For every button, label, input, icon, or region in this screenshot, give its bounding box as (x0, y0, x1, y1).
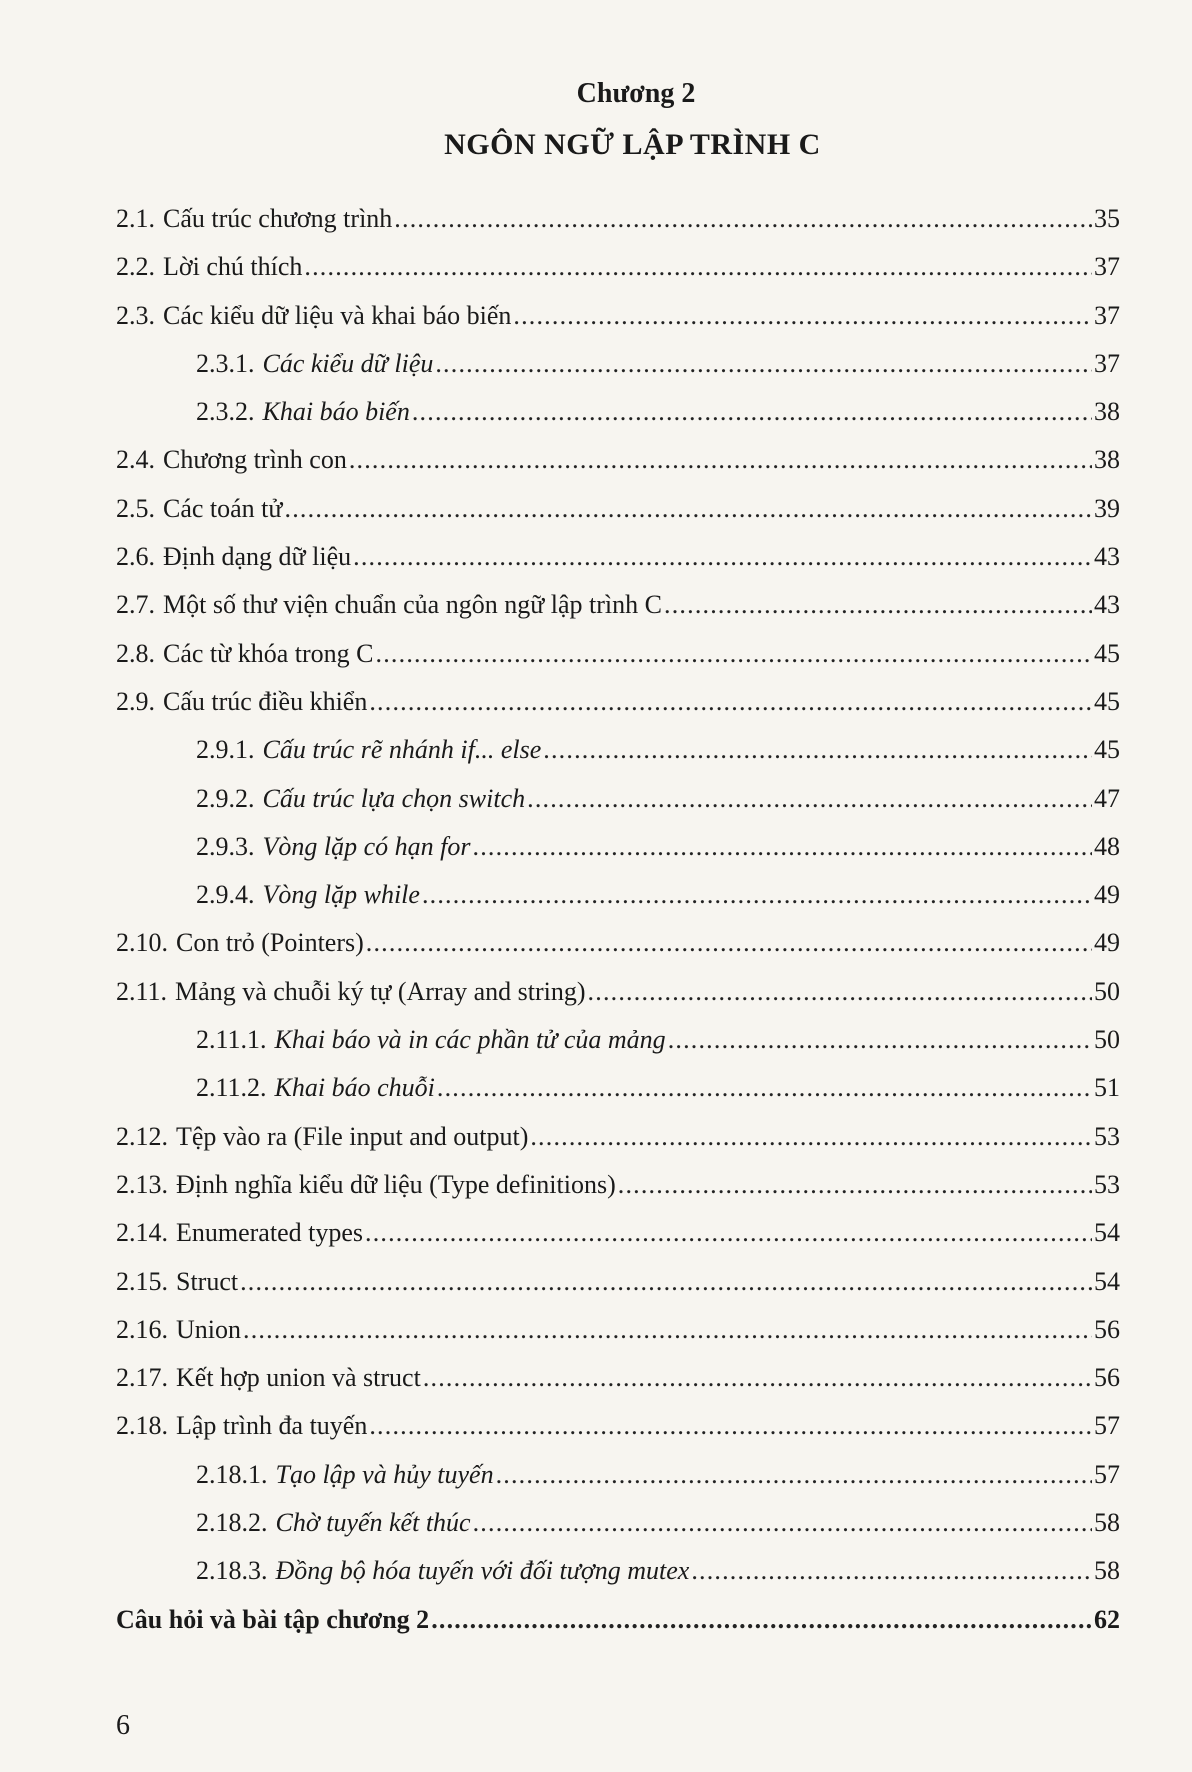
toc-entry-number: 2.11.2. (196, 1073, 267, 1103)
chapter-title: NGÔN NGỮ LẬP TRÌNH C (444, 128, 821, 161)
toc-entry-title: Chương trình con (163, 445, 347, 475)
toc-entry-title: Struct (176, 1266, 239, 1296)
toc-entry (116, 340, 1120, 388)
toc-entry-page: 37 (1094, 348, 1120, 378)
toc-entry-number: 2.15. (116, 1266, 168, 1296)
toc-entry (116, 823, 1120, 871)
toc-entry-page: 51 (1094, 1073, 1120, 1103)
toc-entry (116, 1596, 1120, 1644)
toc-entry (116, 871, 1120, 919)
dot-leader (365, 1209, 1092, 1257)
toc-entry-title: Đồng bộ hóa tuyến với đối tượng mutex (275, 1556, 690, 1586)
dot-leader (349, 436, 1092, 484)
toc-entry-number: 2.12. (116, 1121, 168, 1151)
toc-entry-title: Con trỏ (Pointers) (176, 928, 364, 958)
toc-entry-page: 43 (1094, 542, 1120, 572)
toc-entry-title: Các kiểu dữ liệu và khai báo biến (163, 300, 512, 330)
toc-entry-number: 2.14. (116, 1218, 168, 1248)
dot-leader (422, 871, 1092, 919)
toc-entry-number: 2.4. (116, 445, 155, 475)
toc-entry-page: 54 (1094, 1218, 1120, 1248)
toc-entry-page: 37 (1094, 252, 1120, 282)
dot-leader (664, 581, 1092, 629)
toc-entry-page: 37 (1094, 300, 1120, 330)
toc-entry-page: 57 (1094, 1459, 1120, 1489)
toc-entry-page: 50 (1094, 1025, 1120, 1055)
toc-entry (116, 630, 1120, 678)
dot-leader (437, 1064, 1092, 1112)
toc-entry-page: 62 (1094, 1604, 1120, 1634)
toc-entry (116, 678, 1120, 726)
toc-entry (116, 775, 1120, 823)
toc-entry-title: Cấu trúc rẽ nhánh if... else (262, 735, 542, 765)
toc-entry-title: Kết hợp union và struct (176, 1363, 421, 1393)
toc-entry-title: Khai báo biến (262, 397, 410, 427)
dot-leader (527, 775, 1092, 823)
toc-entry-number: 2.13. (116, 1169, 168, 1199)
toc-entry (116, 195, 1120, 243)
toc-entry-number: 2.18.3. (196, 1556, 268, 1586)
toc-entry (116, 1161, 1120, 1209)
toc-entry-page: 38 (1094, 445, 1120, 475)
chapter-label: Chương 2 (576, 78, 696, 109)
dot-leader (530, 1113, 1092, 1161)
toc-entry-number: 2.6. (116, 542, 155, 572)
toc-entry-number: 2.3. (116, 300, 155, 330)
toc-entry-number: 2.8. (116, 638, 155, 668)
toc-entry (116, 292, 1120, 340)
toc-entry-page: 38 (1094, 397, 1120, 427)
toc-entry-title: Lập trình đa tuyến (176, 1411, 368, 1441)
dot-leader (588, 968, 1092, 1016)
toc-entry-page: 47 (1094, 783, 1120, 813)
toc-entry-number: 2.9.4. (196, 880, 255, 910)
toc-entry-number: 2.9.1. (196, 735, 255, 765)
dot-leader (473, 1499, 1092, 1547)
dot-leader (285, 485, 1092, 533)
toc-entry-page: 53 (1094, 1121, 1120, 1151)
toc-entry (116, 581, 1120, 629)
toc-entry (116, 919, 1120, 967)
toc-entry-title: Vòng lặp while (262, 880, 420, 910)
toc-entry-page: 56 (1094, 1363, 1120, 1393)
dot-leader (423, 1354, 1092, 1402)
toc-entry-number: 2.2. (116, 252, 155, 282)
dot-leader (496, 1451, 1092, 1499)
toc-entry-page: 35 (1094, 204, 1120, 233)
toc-entry-title: Chờ tuyến kết thúc (275, 1508, 471, 1538)
toc-entry-number: 2.1. (116, 204, 155, 233)
toc-entry (116, 726, 1120, 774)
toc-entry-number: 2.3.2. (196, 397, 255, 427)
toc-entry-number: 2.18.1. (196, 1459, 268, 1489)
toc-entry-title: Vòng lặp có hạn for (262, 831, 471, 861)
toc-entry-title: Tệp vào ra (File input and output) (176, 1121, 529, 1151)
toc-entry-title: Định dạng dữ liệu (163, 542, 352, 572)
toc-entry-number: 2.3.1. (196, 348, 255, 378)
dot-leader (369, 1402, 1092, 1450)
toc-entry (116, 1258, 1120, 1306)
dot-leader (353, 533, 1092, 581)
toc-entry-page: 49 (1094, 880, 1120, 910)
toc-entry-number: 2.9.2. (196, 783, 255, 813)
toc-entry-page: 56 (1094, 1314, 1120, 1344)
toc-entry (116, 1547, 1120, 1595)
toc-entry-page: 57 (1094, 1411, 1120, 1441)
dot-leader (618, 1161, 1092, 1209)
toc-entry-page: 53 (1094, 1169, 1120, 1199)
toc-entry (116, 1402, 1120, 1450)
toc-entry-page: 45 (1094, 638, 1120, 668)
toc-entry-page: 45 (1094, 735, 1120, 765)
dot-leader (668, 1016, 1092, 1064)
toc-entry-title: Các toán tử (163, 493, 283, 523)
toc-entry-title: Các kiểu dữ liệu (262, 348, 434, 378)
toc-entry-number: 2.9.3. (196, 831, 255, 861)
toc-entry-page: 58 (1094, 1556, 1120, 1586)
dot-leader (304, 243, 1092, 291)
table-of-contents (116, 195, 1120, 1644)
dot-leader (240, 1258, 1092, 1306)
toc-entry-title: Lời chú thích (163, 252, 303, 282)
toc-entry-number: 2.17. (116, 1363, 168, 1393)
toc-entry-number: 2.11. (116, 976, 168, 1006)
toc-entry (116, 1354, 1120, 1402)
toc-entry (116, 968, 1120, 1016)
toc-entry-number: 2.16. (116, 1314, 168, 1344)
toc-entry-title: Khai báo và in các phần tử của mảng (274, 1025, 666, 1055)
toc-entry-number: 2.18. (116, 1411, 168, 1441)
toc-entry-page: 49 (1094, 928, 1120, 958)
dot-leader (473, 823, 1093, 871)
toc-entry (116, 1499, 1120, 1547)
toc-entry-page: 43 (1094, 590, 1120, 620)
dot-leader (366, 919, 1092, 967)
toc-entry-title: Union (176, 1314, 241, 1344)
toc-entry-number: 2.18.2. (196, 1508, 268, 1538)
dot-leader (543, 726, 1092, 774)
toc-entry-page: 45 (1094, 686, 1120, 716)
toc-entry-title: Định nghĩa kiểu dữ liệu (Type definitions) (176, 1169, 616, 1199)
toc-entry-title: Các từ khóa trong C (163, 638, 374, 668)
dot-leader (431, 1596, 1092, 1644)
dot-leader (412, 388, 1092, 436)
toc-entry (116, 436, 1120, 484)
toc-entry-page: 58 (1094, 1508, 1120, 1538)
toc-entry-page: 48 (1094, 831, 1120, 861)
dot-leader (691, 1547, 1092, 1595)
toc-entry-title: Câu hỏi và bài tập chương 2 (116, 1604, 430, 1634)
page-number: 6 (116, 1710, 130, 1741)
toc-entry-page: 54 (1094, 1266, 1120, 1296)
toc-entry (116, 1113, 1120, 1161)
toc-entry (116, 1209, 1120, 1257)
toc-entry-page: 39 (1094, 493, 1120, 523)
dot-leader (376, 630, 1092, 678)
toc-entry-page: 50 (1094, 976, 1120, 1006)
toc-entry-title: Enumerated types (176, 1218, 363, 1248)
toc-entry-title: Mảng và chuỗi ký tự (Array and string) (175, 976, 586, 1006)
toc-entry-number: 2.9. (116, 686, 155, 716)
dot-leader (394, 195, 1092, 243)
toc-entry-title: Cấu trúc chương trình (163, 204, 393, 233)
toc-entry-title: Một số thư viện chuẩn của ngôn ngữ lập trình C (163, 590, 663, 620)
toc-entry (116, 1064, 1120, 1112)
toc-entry-number: 2.7. (116, 590, 155, 620)
toc-entry (116, 1306, 1120, 1354)
dot-leader (435, 340, 1092, 388)
toc-entry-title: Khai báo chuỗi (274, 1073, 435, 1103)
toc-entry (116, 1016, 1120, 1064)
toc-entry-title: Tạo lập và hủy tuyến (275, 1459, 494, 1489)
toc-entry-number: 2.5. (116, 493, 155, 523)
dot-leader (369, 678, 1092, 726)
dot-leader (243, 1306, 1092, 1354)
toc-entry (116, 533, 1120, 581)
toc-entry-title: Cấu trúc lựa chọn switch (262, 783, 526, 813)
toc-entry (116, 485, 1120, 533)
toc-entry (116, 388, 1120, 436)
dot-leader (513, 292, 1092, 340)
toc-entry-title: Cấu trúc điều khiển (163, 686, 368, 716)
toc-entry-number: 2.11.1. (196, 1025, 267, 1055)
toc-entry (116, 243, 1120, 291)
toc-entry (116, 1451, 1120, 1499)
toc-entry-number: 2.10. (116, 928, 168, 958)
